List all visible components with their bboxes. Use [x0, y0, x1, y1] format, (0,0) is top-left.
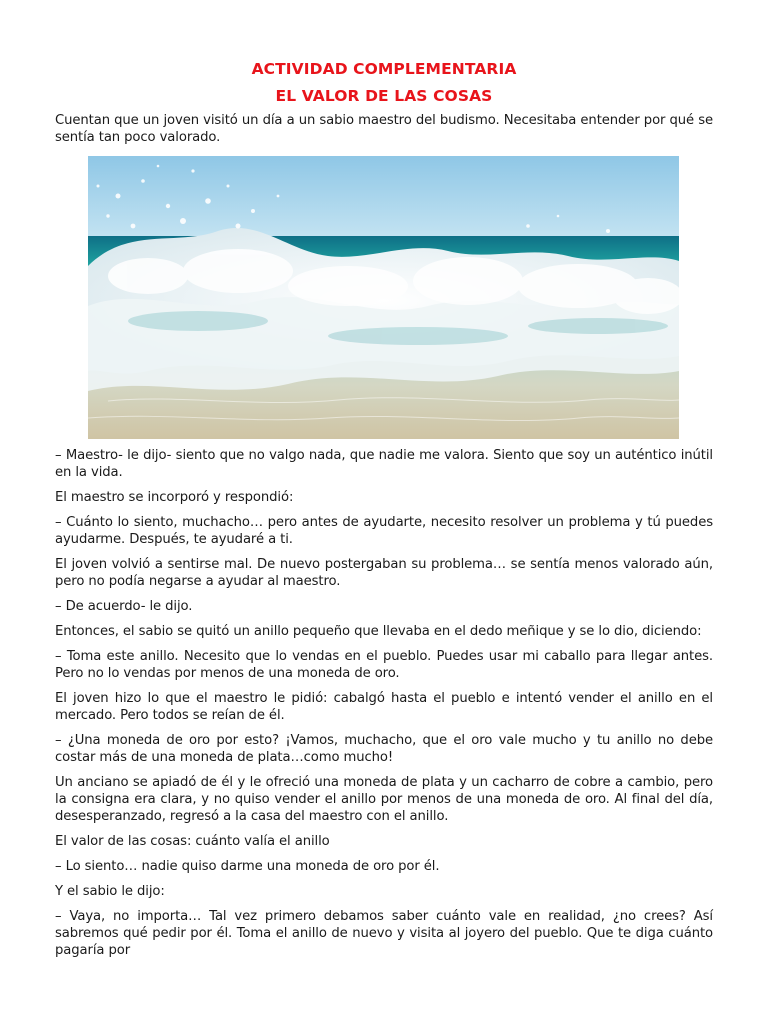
story-paragraph: – ¿Una moneda de oro por esto? ¡Vamos, muchacho, que el oro vale mucho y tu anillo no debe costar más de una moneda de plata…como mucho! — [55, 733, 713, 765]
story-paragraph: – Cuánto lo siento, muchacho… pero antes de ayudarte, necesito resolver un problema y tú puedes ayudarme. Después, te ayudaré a ti. — [55, 515, 713, 547]
story-paragraph: – Lo siento… nadie quiso darme una moneda de oro por él. — [55, 859, 440, 874]
story-body — [55, 447, 713, 959]
story-paragraph: Y el sabio le dijo: — [55, 884, 165, 899]
story-paragraph: El joven volvió a sentirse mal. De nuevo postergaban su problema… se sentía menos valorado aún, pero no podía negarse a ayudar al maestro. — [55, 557, 713, 589]
story-paragraph: Un anciano se apiadó de él y le ofreció una moneda de plata y un cacharro de cobre a cambio, pero la consigna era clara, y no quiso vender el anillo por menos de una moneda de oro. Al final del día, desesperanzado, regresó a la casa del maestro con el anillo. — [55, 775, 713, 824]
document-page — [55, 58, 713, 967]
story-paragraph: Entonces, el sabio se quitó un anillo pequeño que llevaba en el dedo meñique y se lo dio, diciendo: — [55, 624, 702, 639]
story-paragraph: – Toma este anillo. Necesito que lo vendas en el pueblo. Puedes usar mi caballo para llegar antes. Pero no lo vendas por menos de una moneda de oro. — [55, 649, 713, 681]
document-title: ACTIVIDAD COMPLEMENTARIA — [251, 60, 517, 78]
document-subtitle: EL VALOR DE LAS COSAS — [275, 87, 493, 105]
story-paragraph: El joven hizo lo que el maestro le pidió: cabalgó hasta el pueblo e intentó vender el anillo en el mercado. Pero todos se reían de él. — [55, 691, 713, 723]
story-paragraph: El maestro se incorporó y respondió: — [55, 490, 294, 505]
story-paragraph: – Maestro- le dijo- siento que no valgo nada, que nadie me valora. Siento que soy un auténtico inútil en la vida. — [55, 448, 713, 480]
intro-paragraph: Cuentan que un joven visitó un día a un sabio maestro del budismo. Necesitaba entender por qué se sentía tan poco valorado. — [55, 113, 713, 145]
ocean-wave-photo — [88, 156, 679, 439]
story-paragraph: – Vaya, no importa… Tal vez primero debamos saber cuánto vale en realidad, ¿no crees? Así sabremos qué pedir por él. Toma el anillo de nuevo y visita al joyero del pueblo. Que te diga cuánto pagaría por — [55, 909, 713, 958]
story-paragraph: El valor de las cosas: cuánto valía el anillo — [55, 834, 330, 849]
story-paragraph: – De acuerdo- le dijo. — [55, 599, 193, 614]
